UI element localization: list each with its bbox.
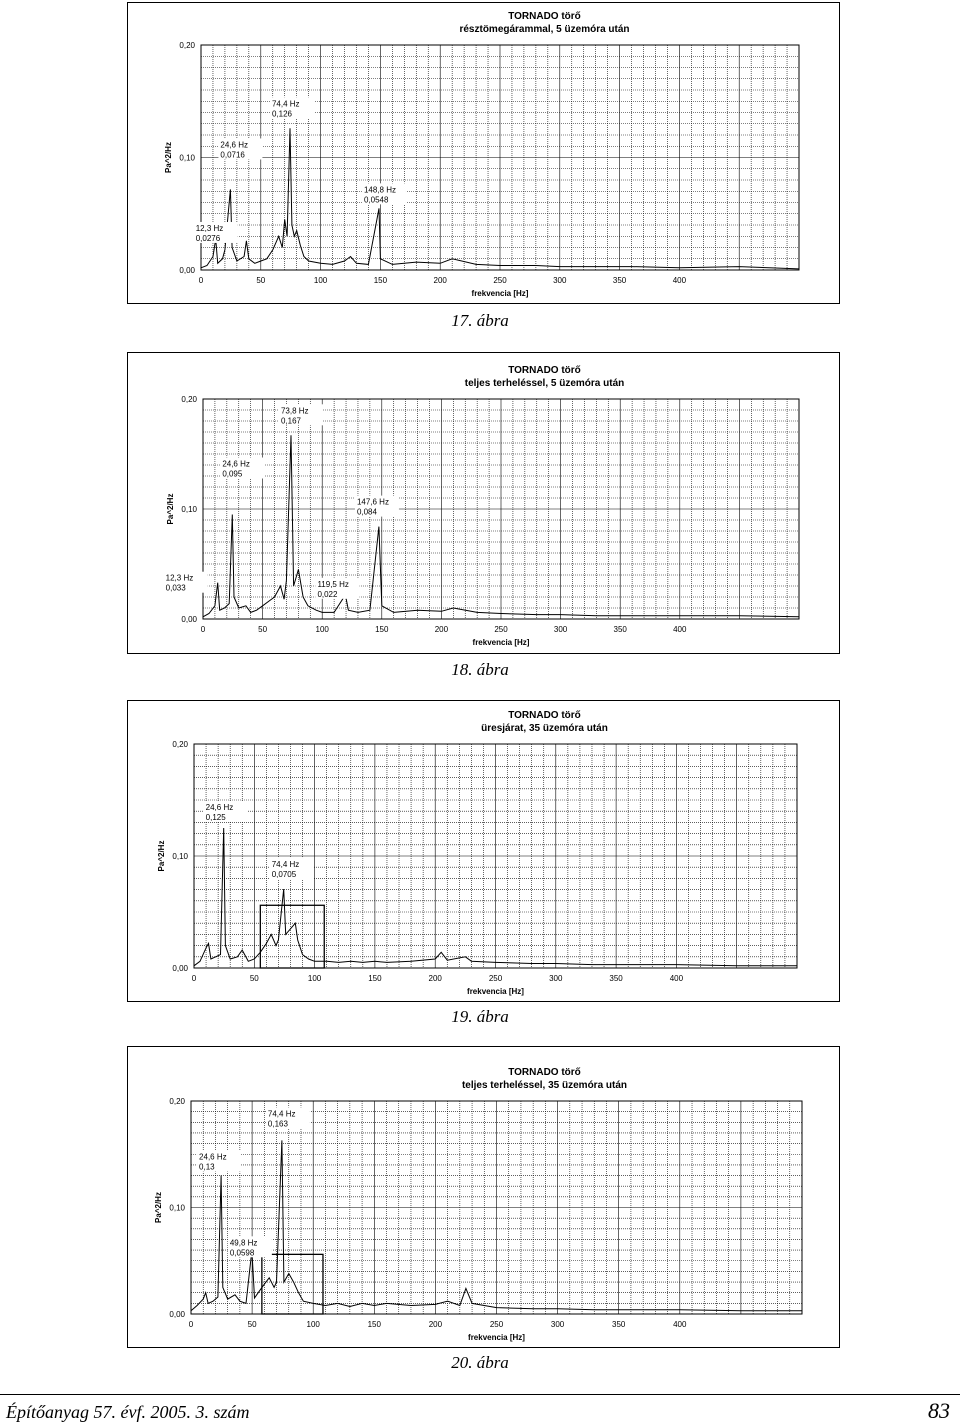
x-tick-label: 100: [313, 276, 328, 285]
x-tick-label: 350: [609, 974, 623, 983]
peak-label: [270, 97, 314, 118]
chart-title: TORNADO törő: [508, 1067, 581, 1078]
x-tick-label: 250: [488, 974, 503, 983]
spectrum-chart: [128, 701, 841, 1003]
footer-rule: [0, 1394, 960, 1395]
x-tick-label: 0: [191, 974, 197, 983]
x-tick-label: 0: [198, 276, 204, 285]
figure-17: [127, 2, 840, 304]
peak-label: [355, 496, 399, 517]
y-tick-label: 0,00: [169, 1310, 185, 1319]
x-tick-label: 400: [672, 276, 687, 285]
highlight-box: [262, 1254, 323, 1314]
y-axis-label: Pa^2/Hz: [166, 493, 175, 525]
peak-label-text: 119,5 Hz: [317, 579, 349, 589]
x-tick-label: 300: [550, 1320, 565, 1329]
x-axis-label: frekvencia [Hz]: [471, 289, 529, 298]
y-tick-label: 0,10: [169, 1203, 185, 1213]
grid: [194, 744, 797, 968]
x-tick-label: 400: [673, 625, 687, 634]
y-tick-label: 0,00: [181, 615, 197, 624]
x-tick-label: 0: [200, 625, 206, 634]
y-tick-label: 0,20: [169, 1097, 185, 1106]
x-tick-label: 200: [433, 276, 447, 285]
peak-label-text: 0,0598: [229, 1248, 255, 1258]
x-tick-label: 400: [669, 974, 684, 983]
peak-label-text: 49,8 Hz: [229, 1238, 258, 1248]
y-tick-label: 0,10: [181, 505, 197, 514]
peak-label-text: 0,0716: [220, 150, 245, 160]
x-axis-label: frekvencia [Hz]: [468, 1333, 525, 1342]
peak-label-text: 73,8 Hz: [280, 406, 309, 416]
chart-title: TORNADO törő: [508, 365, 581, 376]
x-tick-label: 350: [612, 276, 627, 285]
x-tick-label: 150: [373, 276, 388, 285]
x-tick-label: 150: [367, 1320, 381, 1329]
peak-label: [279, 404, 323, 425]
peak-label-text: 24,6 Hz: [220, 140, 248, 150]
peak-label-text: 74,4 Hz: [271, 860, 300, 870]
peak-label-text: 148,8 Hz: [363, 185, 396, 195]
y-tick-label: 0,20: [181, 395, 197, 404]
chart-title: TORNADO törő: [508, 11, 581, 22]
x-tick-label: 300: [553, 625, 568, 634]
peak-label: [220, 458, 264, 479]
peak-label-text: 12,3 Hz: [165, 573, 194, 583]
peak-label: [164, 572, 208, 593]
y-tick-label: 0,20: [172, 740, 188, 749]
x-tick-label: 300: [553, 276, 567, 285]
peak-label-text: 0,125: [205, 813, 226, 822]
page-number: 83: [928, 1398, 950, 1423]
peak-label-text: 0,095: [222, 469, 243, 479]
peak-label: [194, 222, 238, 243]
peak-label-text: 24,6 Hz: [205, 803, 234, 812]
journal-footer: Építőanyag 57. évf. 2005. 3. szám: [6, 1402, 250, 1422]
peak-label-text: 0,0548: [363, 195, 389, 205]
figure-18: [127, 352, 840, 654]
y-axis-label: Pa^2/Hz: [157, 840, 166, 872]
chart-subtitle: üresjárat, 35 üzemóra után: [481, 723, 608, 734]
chart-subtitle: teljes terheléssel, 5 üzemóra után: [464, 378, 625, 389]
y-tick-label: 0,10: [172, 852, 188, 861]
y-tick-label: 0,00: [172, 964, 188, 973]
x-tick-label: 150: [375, 625, 389, 634]
x-tick-label: 50: [258, 625, 268, 634]
figure-caption: 20. ábra: [451, 1353, 509, 1372]
peak-label: [197, 1151, 241, 1172]
y-tick-label: 0,00: [179, 266, 195, 275]
y-axis-label: Pa^2/Hz: [164, 142, 173, 173]
y-axis-label: Pa^2/Hz: [154, 1192, 163, 1223]
peak-label-text: 0,126: [271, 109, 293, 119]
x-tick-label: 250: [493, 276, 507, 285]
peak-label-text: 0,033: [165, 583, 186, 593]
spectrum-chart: [128, 1047, 841, 1349]
peak-label: [270, 858, 314, 879]
peak-label: [228, 1236, 272, 1257]
figure-20: [127, 1046, 840, 1348]
x-tick-label: 350: [612, 1320, 626, 1329]
x-tick-label: 50: [247, 1320, 257, 1329]
peak-label-text: 0,13: [199, 1162, 215, 1172]
peak-label-text: 0,167: [280, 416, 302, 426]
chart-title: TORNADO törő: [508, 710, 581, 721]
peak-label: [218, 138, 262, 159]
chart-subtitle: teljes terheléssel, 35 üzemóra után: [461, 1080, 628, 1091]
peak-label-text: 0,022: [317, 589, 338, 599]
peak-label-text: 147,6 Hz: [356, 497, 389, 507]
figure-caption: 17. ábra: [451, 311, 509, 330]
chart-subtitle: résztömegárammal, 5 üzemóra után: [459, 24, 630, 35]
peak-label-text: 0,0705: [271, 870, 297, 880]
x-tick-label: 0: [188, 1320, 194, 1329]
peak-label-text: 74,4 Hz: [271, 99, 300, 109]
figure-caption: 19. ábra: [451, 1007, 509, 1026]
peak-label: [315, 578, 359, 599]
x-tick-label: 200: [428, 974, 442, 983]
x-axis-label: frekvencia [Hz]: [472, 638, 530, 647]
peak-label: [204, 801, 248, 822]
x-tick-label: 100: [306, 1320, 320, 1329]
peak-label-text: 12,3 Hz: [195, 223, 224, 233]
peak-label-text: 74,4 Hz: [267, 1109, 296, 1119]
x-tick-label: 50: [256, 276, 266, 285]
peak-label-text: 24,6 Hz: [222, 459, 250, 469]
x-tick-label: 250: [489, 1320, 504, 1329]
figure-caption: 18. ábra: [451, 660, 509, 679]
peak-label: [266, 1107, 310, 1128]
peak-label-text: 0,084: [356, 507, 377, 517]
x-tick-label: 200: [428, 1320, 443, 1329]
x-tick-label: 350: [613, 625, 627, 634]
x-tick-label: 50: [249, 974, 259, 983]
spectrum-chart: [128, 353, 841, 655]
peak-label-text: 24,6 Hz: [199, 1152, 227, 1162]
x-tick-label: 150: [368, 974, 382, 983]
y-tick-label: 0,10: [179, 153, 195, 163]
y-tick-label: 0,20: [179, 41, 195, 50]
x-axis-label: frekvencia [Hz]: [467, 987, 524, 996]
spectrum-chart: [128, 3, 841, 305]
x-tick-label: 250: [494, 625, 508, 634]
peak-label-text: 0,0276: [195, 233, 221, 243]
x-tick-label: 400: [673, 1320, 687, 1329]
x-tick-label: 100: [315, 625, 329, 634]
x-tick-label: 300: [549, 974, 563, 983]
x-tick-label: 200: [434, 625, 449, 634]
figure-19: [127, 700, 840, 1002]
peak-label: [362, 183, 406, 204]
x-tick-label: 100: [307, 974, 322, 983]
peak-label-text: 0,163: [267, 1119, 288, 1129]
